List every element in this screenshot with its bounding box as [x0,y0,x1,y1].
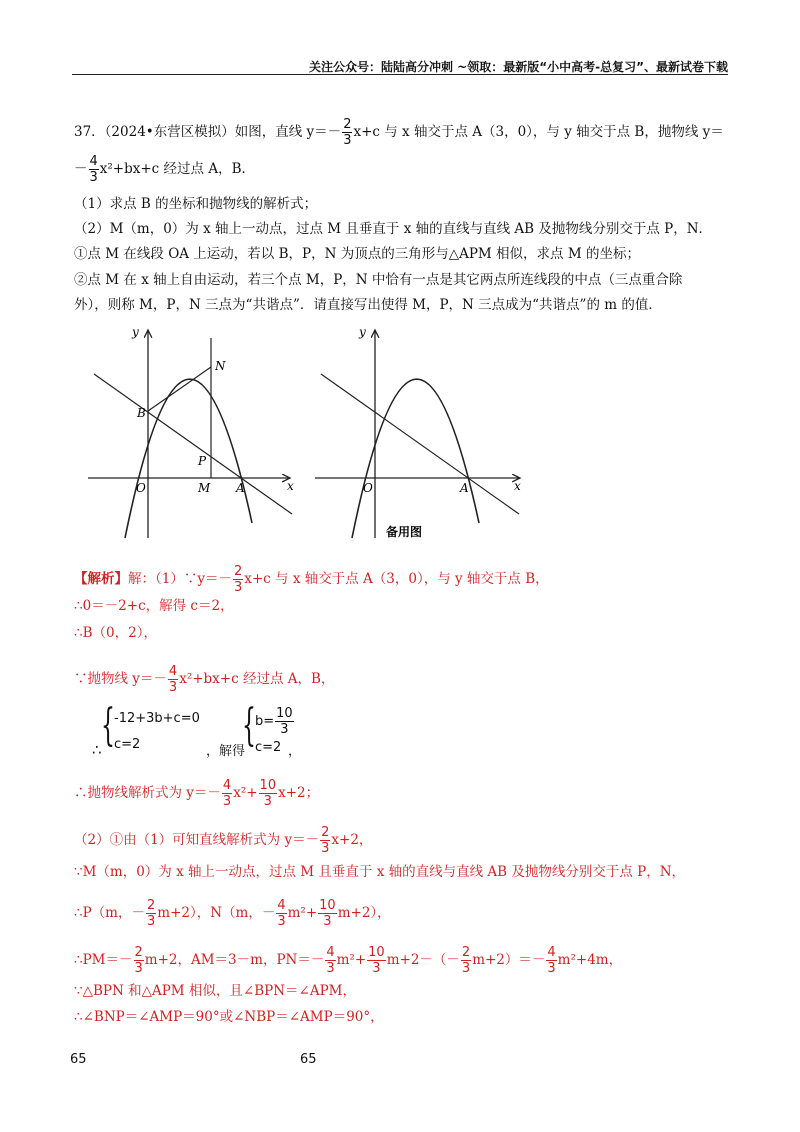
label-o: O [363,481,373,495]
header-rule [72,74,728,75]
question-2-2a: ②点 M 在 x 轴上自由运动，若三个点 M，P，N 中恰有一点是其它两点所连线段的中点（三点重合除 [74,272,683,288]
parabola [125,379,252,538]
page-number-center: 65 [300,1052,317,1067]
question-2-1: ①点 M 在线段 OA 上运动，若以 B，P，N 为顶点的三角形与△APM 相似，求点 M 的坐标； [74,246,640,262]
fraction: $\frac{4}{3}$ [89,154,98,185]
label-y: y [359,325,366,339]
line-ab [94,374,292,514]
backup-caption: 备用图 [386,525,423,539]
solution-line-6: ∴抛物线解析式为 y＝－ $\frac{4}{3}$ x²+ $\frac{10}{3}$ x+2； [74,778,320,809]
solution-line-7: （2）①由（1）可知直线解析式为 y＝－ $\frac{2}{3}$ x+2， [74,825,373,856]
solution-line-1: 【解析】解：（1）∵y＝－ $\frac{2}{3}$ x+c 与 x 轴交于点 A（3，0），与 y 轴交于点 B， [74,564,549,595]
page-header: 关注公众号：陆陆高分冲刺 ~领取：最新版“小中高考-总复习”、最新试卷下载 [309,60,728,74]
label-n: N [215,359,226,373]
solution-line-11: ∵△BPN 和△APM 相似，且∠BPN＝∠APM， [74,983,357,999]
label-x: x [514,479,521,493]
solution-line-8: ∵M（m，0）为 x 轴上一动点，过点 M 且垂直于 x 轴的直线与直线 AB 及抛物线分别交于点 P，N， [74,864,686,880]
line-ab [321,374,519,514]
solution-line-3: ∴B（0，2）， [74,625,157,641]
solution-line-10: ∴PM＝－ $\frac{2}{3}$ m+2，AM＝3－m，PN＝－ $\frac{4}{3}$ m²+ $\frac{10}{3}$ m+2－（－ $\frac{2}{3}$ m+2）＝－ $\frac{4}{3}$ m²+4m， [74,945,623,976]
label-y: y [132,325,139,339]
question-2: （2）M（m，0）为 x 轴上一动点，过点 M 且垂直于 x 轴的直线与直线 AB 及抛物线分别交于点 P，N． [74,221,713,237]
solution-line-12: ∴∠BNP＝∠AMP＝90°或∠NBP＝∠AMP＝90°， [74,1009,384,1025]
label-a: A [236,481,245,495]
label-x: x [287,479,294,493]
label-o: O [136,481,146,495]
label-a: A [460,481,469,495]
problem-line-1: 37．（2024•东营区模拟）如图，直线 y＝－ $\frac{2}{3}$ x+c 与 x 轴交于点 A（3，0），与 y 轴交于点 B，抛物线 y＝ [74,117,724,148]
fraction: $\frac{2}{3}$ [343,117,352,148]
question-1: （1）求点 B 的坐标和抛物线的解析式； [74,196,318,212]
page-number-left: 65 [70,1052,87,1067]
label-p: P [198,454,207,468]
solution-line-2: ∴0＝－2+c，解得 c＝2， [74,598,234,614]
question-2-2b: 外），则称 M，P，N 三点为“共谐点”．请直接写出使得 M，P，N 三点成为“共谐点”的 m 的值． [74,297,662,313]
label-b: B [137,406,146,420]
solution-line-9: ∴P（m，－ $\frac{2}{3}$ m+2），N（m，－ $\frac{4}{3}$ m²+ $\frac{10}{3}$ m+2）， [74,898,391,929]
parabola [352,379,479,538]
figures [80,318,550,548]
figure-backup [315,325,521,539]
figure-main [88,325,294,538]
problem-line-2: － $\frac{4}{3}$ x²+bx+c 经过点 A，B． [74,154,255,185]
label-m: M [198,481,211,495]
solution-line-4: ∵抛物线 y＝－ $\frac{4}{3}$ x²+bx+c 经过点 A，B， [74,664,335,695]
segment-bn [148,367,211,411]
